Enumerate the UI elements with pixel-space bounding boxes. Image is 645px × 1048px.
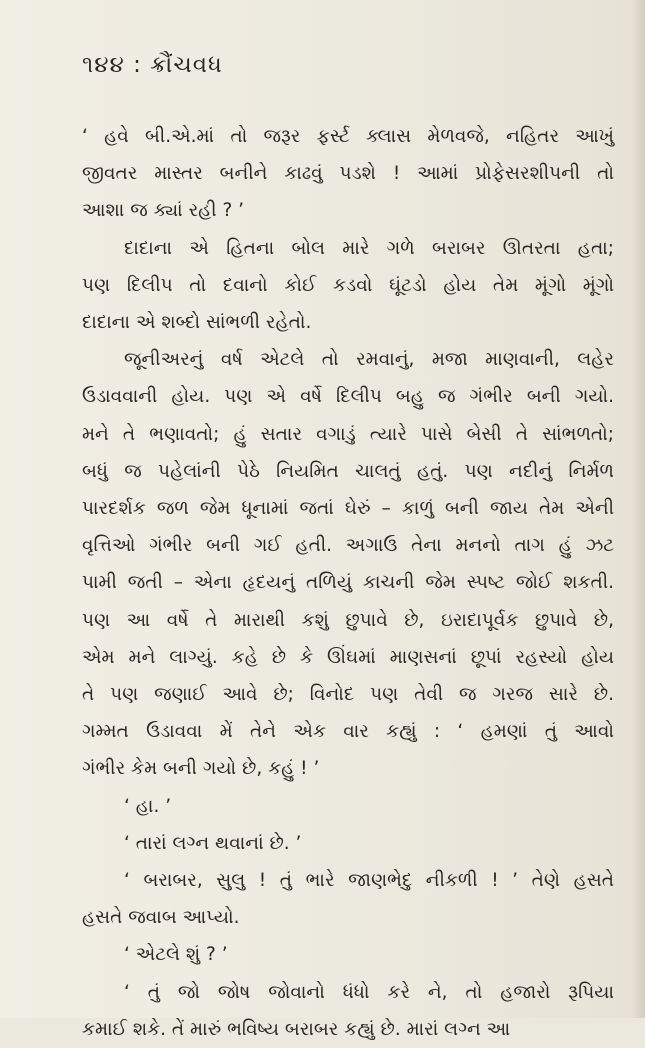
book-title: ક્રૌંચવધ	[150, 52, 223, 78]
header-separator: :	[133, 52, 142, 78]
text-line: મને તે ભણાવતો; હું સતાર વગાડું ત્યારે પાસે બેસી તે સાંભળતો;	[82, 423, 614, 445]
text-line: ‘ હવે બી.એ.માં તો જરૂર ફર્સ્ટ ક્લાસ મેળવજે, નહિતર આખું	[82, 126, 614, 147]
text-line: દાદાના એ હિતના બોલ મારે ગળે બરાબર ઊતરતા હતા;	[124, 237, 614, 259]
text-line: પણ દિલીપ તો દવાનો કોઈ કડવો ઘૂંટડો હોય તેમ મૂંગો મૂંગો	[82, 274, 614, 296]
paragraph	[82, 230, 614, 342]
body-text	[82, 118, 614, 1048]
text-line: આશા જ ક્યાં રહી ? ’	[82, 200, 245, 222]
paragraph	[82, 862, 614, 936]
paragraph	[82, 936, 614, 973]
page-edge-shadow	[631, 0, 645, 1018]
text-line: પામી જતી – એના હૃદયનું તળિયું કાચની જેમ સ્પષ્ટ જોઈ શકતી.	[82, 572, 614, 594]
paragraph	[82, 118, 614, 230]
text-line: એમ મને લાગ્યું. કહે છે કે ઊંઘમાં માણસનાં છૂપાં રહસ્યો હોય	[82, 646, 614, 668]
text-line: ગમ્મત ઉડાવવા મેં તેને એક વાર કહ્યું : ‘ હમણાં તું આવો	[82, 721, 614, 743]
text-line: તે પણ જણાઈ આવે છે; વિનોદ પણ તેવી જ ગરજ સારે છે.	[82, 684, 614, 706]
text-line: જીવતર માસ્તર બનીને કાઢવું પડશે ! આમાં પ્રોફેસરશીપની તો	[82, 163, 614, 185]
text-line: ‘ તારાં લગ્ન થવાનાં છે. ’	[124, 832, 302, 854]
text-line: ગંભીર કેમ બની ગયો છે, કહું ! ’	[82, 758, 320, 780]
text-line: ‘ તું જો જોષ જોવાનો ધંધો કરે ને, તો હજારો રૂપિયા	[124, 981, 614, 1003]
text-line: ઉડાવવાની હોય. પણ એ વર્ષે દિલીપ બહુ જ ગંભીર બની ગયો.	[82, 386, 614, 408]
text-line: પણ આ વર્ષે તે મારાથી કશું છુપાવે છે, ઇરાદાપૂર્વક છુપાવે છે,	[82, 609, 614, 631]
text-line: બધું જ પહેલાંની પેઠે નિયમિત ચાલતું હતું. પણ નદીનું નિર્મળ	[82, 460, 614, 482]
text-line: ‘ હા. ’	[124, 795, 172, 817]
text-line: ‘ બરાબર, સુલુ ! તું ભારે જાણભેદુ નીકળી ! ’ તેણે હસતે	[124, 870, 614, 892]
text-line: કમાઈ શકે. તેં મારું ભવિષ્ય બરાબર કહ્યું છે. મારાં લગ્ન આ	[82, 1018, 511, 1040]
text-line: ‘ એટલે શું ? ’	[124, 944, 228, 966]
text-line: પારદર્શક જળ જેમ ધૂનામાં જતાં ઘેરું – કાળું બની જાય તેમ એની	[82, 498, 614, 520]
page-number: ૧૪૪	[82, 52, 125, 78]
text-line: હસતે જવાબ આપ્યો.	[82, 907, 240, 929]
text-line: દાદાના એ શબ્દો સાંભળી રહેતો.	[82, 312, 312, 334]
text-line: વૃત્તિઓ ગંભીર બની ગઈ હતી. અગાઉ તેના મનનો તાગ હું ઝટ	[82, 535, 614, 557]
running-header	[82, 52, 223, 78]
paragraph	[82, 341, 614, 787]
paragraph	[82, 825, 614, 862]
paragraph	[82, 974, 614, 1048]
paragraph	[82, 788, 614, 825]
text-line: જૂનીઅરનું વર્ષ એટલે તો રમવાનું, મજા માણવાની, લહેર	[124, 349, 614, 371]
